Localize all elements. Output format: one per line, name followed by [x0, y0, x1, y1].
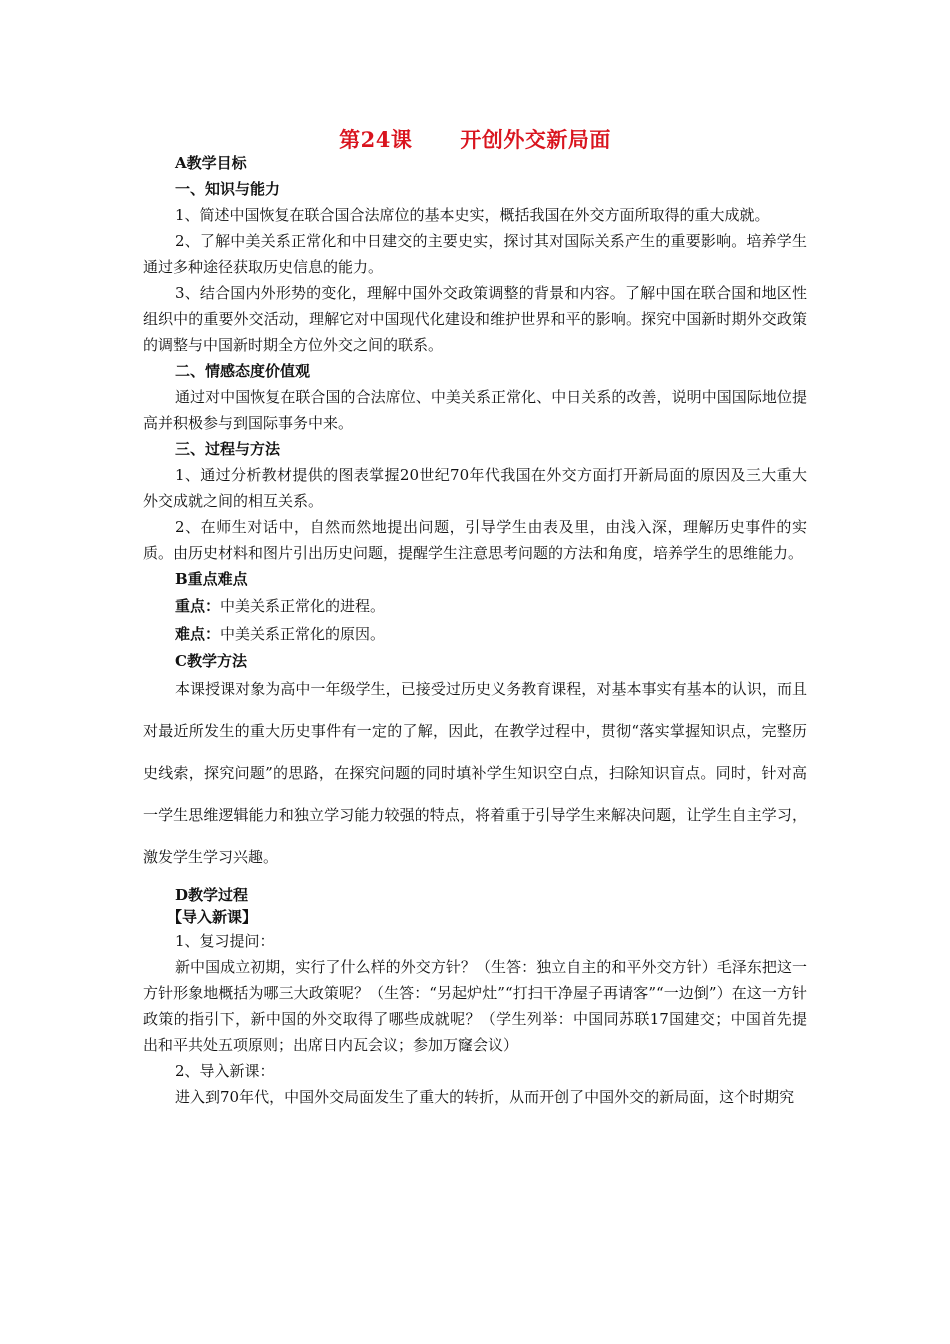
section-a2-heading: 二、情感态度价值观: [175, 362, 311, 380]
difficult-point-text: 中美关系正常化的原因。: [220, 625, 386, 643]
paragraph: 本课授课对象为高中一年级学生，已接受过历史义务教育课程，对基本事实有基本的认识，而且对最近所发生的重大历史事件有一定的了解，因此，在教学过程中，贯彻“落实掌握知识点，完整历史线索，探究问题”的思路，在探究问题的同时填补学生知识空白点，扫除知识盲点。同时，针对高一学生思维逻辑能力和独立学习能力较强的特点，将着重于引导学生来解决问题，让学生自主学习，激发学生学习兴趣。: [143, 680, 807, 866]
paragraph: 1、复习提问：: [175, 932, 275, 950]
paragraph: 2、了解中美关系正常化和中日建交的主要史实，探讨其对国际关系产生的重要影响。培养学生通过多种途径获取历史信息的能力。: [143, 232, 807, 276]
section-b-heading: B重点难点: [175, 570, 248, 588]
difficult-point: [143, 620, 807, 648]
key-point: [143, 592, 807, 620]
paragraph: 进入到70年代，中国外交局面发生了重大的转折，从而开创了中国外交的新局面，这个时期究: [175, 1088, 795, 1106]
section-c-heading: C教学方法: [175, 652, 247, 670]
section-d-heading: D教学过程: [175, 886, 249, 904]
paragraph: 通过对中国恢复在联合国的合法席位、中美关系正常化、中日关系的改善，说明中国国际地位提高并积极参与到国际事务中来。: [143, 388, 807, 432]
section-a-heading: A教学目标: [175, 154, 247, 172]
paragraph: 3、结合国内外形势的变化，理解中国外交政策调整的背景和内容。了解中国在联合国和地区性组织中的重要外交活动，理解它对中国现代化建设和维护世界和平的影响。探究中国新时期外交政策的调整与中国新时期全方位外交之间的联系。: [143, 284, 807, 354]
paragraph: 2、导入新课：: [175, 1062, 275, 1080]
section-a1-heading: 一、知识与能力: [175, 180, 281, 198]
section-d-subheading: 【导入新课】: [167, 908, 258, 926]
lesson-name: 开创外交新局面: [460, 127, 611, 152]
paragraph: 新中国成立初期，实行了什么样的外交方针？（生答：独立自主的和平外交方针）毛泽东把这一方针形象地概括为哪三大政策呢？（生答：“另起炉灶”“打扫干净屋子再请客”“一边倒”）在这一方针政策的指引下，新中国的外交取得了哪些成就呢？（学生列举：中国同苏联17国建交；中国首先提出和平共处五项原则；出席日内瓦会议；参加万窿会议）: [143, 958, 807, 1054]
paragraph: 1、通过分析教材提供的图表掌握20世纪70年代我国在外交方面打开新局面的原因及三大重大外交成就之间的相互关系。: [143, 466, 807, 510]
lesson-number: 第24课: [339, 127, 413, 152]
paragraph: 1、简述中国恢复在联合国合法席位的基本史实，概括我国在外交方面所取得的重大成就。: [175, 206, 770, 224]
paragraph: 2、在师生对话中，自然而然地提出问题，引导学生由表及里，由浅入深，理解历史事件的实质。由历史材料和图片引出历史问题，提醒学生注意思考问题的方法和角度，培养学生的思维能力。: [143, 518, 807, 562]
key-point-text: 中美关系正常化的进程。: [220, 597, 386, 615]
document-body: [143, 150, 807, 1110]
difficult-point-label: 难点：: [175, 625, 221, 643]
key-point-label: 重点：: [175, 597, 221, 615]
section-a3-heading: 三、过程与方法: [175, 440, 281, 458]
